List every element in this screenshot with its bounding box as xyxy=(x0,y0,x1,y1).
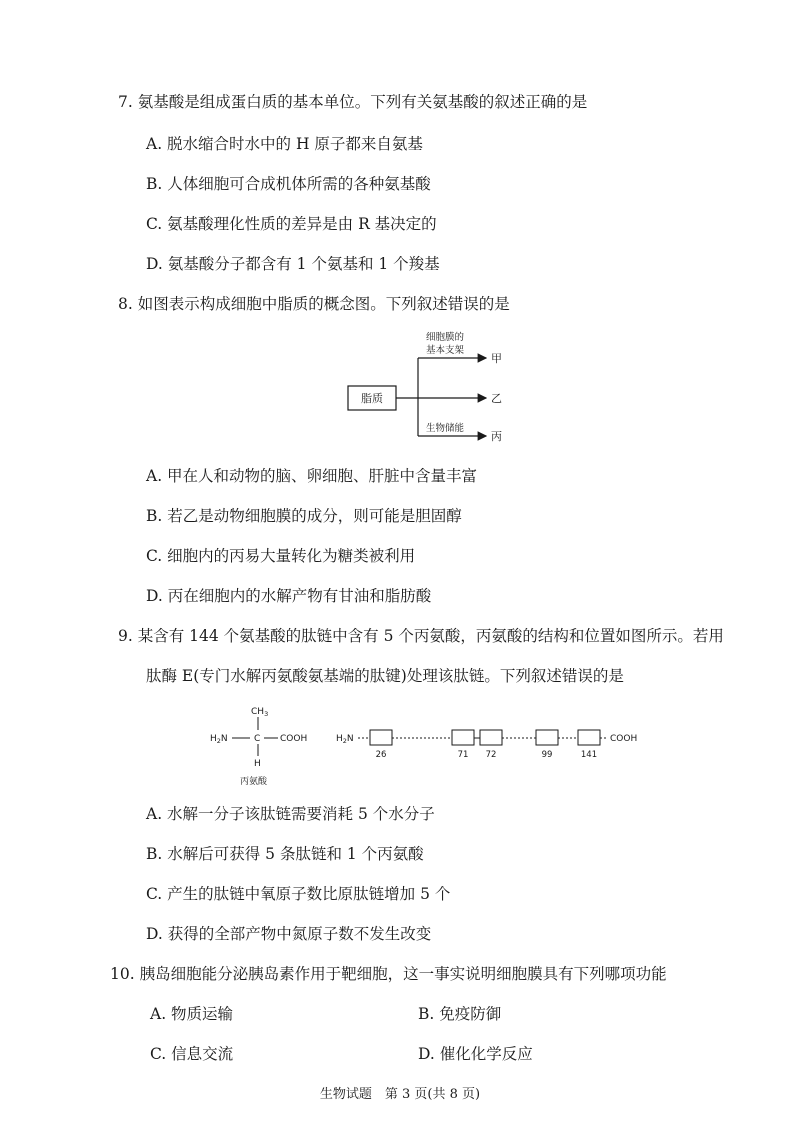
q8-option-d: D. 丙在细胞内的水解产物有甘油和脂肪酸 xyxy=(146,587,432,605)
alanine-cooh: COOH xyxy=(280,734,308,744)
q9-option-a: A. 水解一分子该肽链需要消耗 5 个水分子 xyxy=(146,805,435,823)
q7-stem: 7. 氨基酸是组成蛋白质的基本单位。下列有关氨基酸的叙述正确的是 xyxy=(118,93,588,111)
q10-option-d: D. 催化化学反应 xyxy=(418,1045,533,1063)
alanine-h: H xyxy=(254,759,261,769)
q9-option-d: D. 获得的全部产物中氮原子数不发生改变 xyxy=(146,925,432,943)
position-label-71: 71 xyxy=(457,750,469,760)
top-branch-label-2: 基本支架 xyxy=(426,345,465,356)
chain-c-terminus: COOH xyxy=(610,734,638,744)
target-jia: 甲 xyxy=(491,352,502,365)
lipid-concept-diagram xyxy=(340,328,520,448)
q10-option-a: A. 物质运输 xyxy=(150,1005,234,1023)
alanine-name: 丙氨酸 xyxy=(240,777,268,787)
page-footer: 生物试题 第 3 页(共 8 页) xyxy=(319,1087,481,1102)
position-label-99: 99 xyxy=(541,750,553,760)
peptide-chain-diagram xyxy=(336,722,656,762)
q9-option-b: B. 水解后可获得 5 条肽链和 1 个丙氨酸 xyxy=(146,845,424,863)
alanine-box-141 xyxy=(578,730,600,745)
q8-option-a: A. 甲在人和动物的脑、卵细胞、肝脏中含量丰富 xyxy=(146,467,478,485)
chain-n-terminus: $H_2N$ xyxy=(336,734,354,745)
alanine-amine: $H_2N$ xyxy=(210,734,228,745)
q7-option-d: D. 氨基酸分子都含有 1 个氨基和 1 个羧基 xyxy=(146,255,440,273)
q7-option-c: C. 氨基酸理化性质的差异是由 R 基决定的 xyxy=(146,215,437,233)
q8-stem: 8. 如图表示构成细胞中脂质的概念图。下列叙述错误的是 xyxy=(118,295,510,313)
alanine-box-72 xyxy=(480,730,502,745)
q10-stem: 10. 胰岛细胞能分泌胰岛素作用于靶细胞，这一事实说明细胞膜具有下列哪项功能 xyxy=(110,965,667,983)
q8-option-b: B. 若乙是动物细胞膜的成分，则可能是胆固醇 xyxy=(146,507,462,525)
q7-option-a: A. 脱水缩合时水中的 H 原子都来自氨基 xyxy=(146,135,423,153)
alanine-box-99 xyxy=(536,730,558,745)
position-label-72: 72 xyxy=(485,750,497,760)
q10-option-c: C. 信息交流 xyxy=(150,1045,234,1063)
root-label: 脂质 xyxy=(361,392,383,405)
q9-option-c: C. 产生的肽链中氧原子数比原肽链增加 5 个 xyxy=(146,885,451,903)
top-branch-label-1: 细胞膜的 xyxy=(426,332,465,343)
alanine-box-71 xyxy=(452,730,474,745)
alanine-alpha-carbon: C xyxy=(254,734,261,744)
position-label-26: 26 xyxy=(375,750,387,760)
q9-stem-line-1: 9. 某含有 144 个氨基酸的肽链中含有 5 个丙氨酸，丙氨酸的结构和位置如图所示。若用 xyxy=(118,627,724,645)
q8-option-c: C. 细胞内的丙易大量转化为糖类被利用 xyxy=(146,547,416,565)
position-label-141: 141 xyxy=(580,750,598,760)
target-yi: 乙 xyxy=(491,392,502,405)
q9-stem-line-2: 肽酶 E(专门水解丙氨酸氨基端的肽键)处理该肽链。下列叙述错误的是 xyxy=(146,667,624,685)
q10-option-b: B. 免疫防御 xyxy=(418,1005,502,1023)
alanine-ch3: $CH_3$ xyxy=(251,707,269,718)
target-bing: 丙 xyxy=(491,430,502,443)
q7-option-b: B. 人体细胞可合成机体所需的各种氨基酸 xyxy=(146,175,431,193)
alanine-structure xyxy=(206,702,326,792)
bottom-branch-label: 生物储能 xyxy=(426,423,465,434)
alanine-box-26 xyxy=(370,730,392,745)
